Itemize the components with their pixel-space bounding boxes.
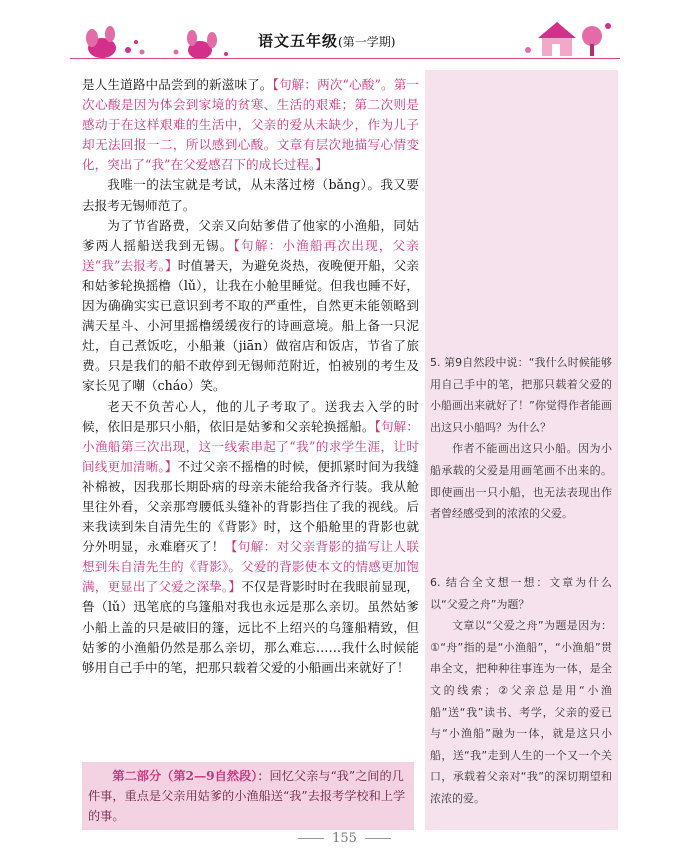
sentence-annotation: 【句解：小渔船再次出现，父亲送“我”去报考。】 — [82, 237, 420, 273]
question-text: 5. 第9自然段中说：“我什么时候能够用自己手中的笔，把那只载着父爱的小船画出来就好了！”你觉得作者能画出这只小船吗？为什么？ — [430, 356, 612, 434]
summary-text: 回忆父亲与“我”之间的几件事，重点是父亲用姑爹的小渔船送“我”去报考学校和上学的事。 — [88, 769, 406, 823]
paragraph: 老天不负苦心人，他的儿子考取了。送我去入学的时候，依旧是那只小船，依旧是姑爹和父亲轮换摇船。【句解：小渔船第三次出现，这一线索串起了“我”的求学生涯，让时间线更加清晰。】不过父亲不摇橹的时候，便抓紧时间为我缝补棉被，因我那长期卧病的母亲未能给我备齐行装。我从舱里往外看，父亲那弯腰低头缝补的背影挡住了我的视线。后来我读到朱自清先生的《背影》时，这个船舱里的背影也就分外明显，永难磨灭了！【句解：对父亲背影的描写让人联想到朱自清先生的《背影》。父爱的背影使本文的情感更加饱满，更显出了父爱之深挚。】不仅是背影时时在我眼前显现，鲁（lǔ）迅笔底的乌篷船对我也永远是那么亲切。虽然姑爹小船上盖的只是破旧的篷，远比不上绍兴的乌篷船精致，但姑爹的小渔船仍然是那么亲切，那么难忘……我什么时候能够用自己手中的笔，把那只载着父爱的小船画出来就好了！ — [82, 398, 420, 675]
paragraph: 我唯一的法宝就是考试，从未落过榜（bǎng）。我又要去报考无锡师范了。 — [82, 177, 419, 213]
paragraph: 为了节省路费，父亲又向姑爹借了他家的小渔船，同姑爹两人摇船送我到无锡。【句解：小渔船再次出现，父亲送“我”去报考。】时值暑天，为避免炎热，夜晚便开船，父亲和姑爹轮换摇橹（lǔ），让我在小舱里睡觉。但我也睡不好，因为确确实实已意识到考不取的严重性，自然更未能领略到满天星斗、小河里摇橹缓缓夜行的诗画意境。船上备一只泥灶，自己煮饭吃，小船兼（jiān）做宿店和饭店，节省了旅费。只是我们的船不敢停到无锡师范附近，怕被别的考生及家长见了嘲（cháo）笑。 — [82, 217, 420, 394]
sentence-annotation: 【句解：两次“心酸”。第一次心酸是因为体会到家境的贫寒、生活的艰难；第二次则是感动于在这样艰难的生活中，父亲的爱从未缺少，作为儿子却无法回报一二，所以感到心酸。文章有层次地描写心情变化，突出了“我”在父爱感召下的成长过程。】 — [82, 77, 420, 173]
paragraph: 是人生道路中品尝到的新滋味了。【句解：两次“心酸”。第一次心酸是因为体会到家境的贫寒、生活的艰难；第二次则是感动于在这样艰难的生活中，父亲的爱从未缺少，作为儿子却无法回报一二，所以感到心酸。文章有层次地描写心情变化，突出了“我”在父爱感召下的成长过程。】 — [82, 77, 420, 173]
question-5 — [430, 352, 612, 525]
header-rule — [70, 58, 620, 59]
page-number: 155 — [0, 831, 689, 846]
section-summary — [82, 762, 414, 830]
sentence-annotation: 【句解：小渔船第三次出现，这一线索串起了“我”的求学生涯，让时间线更加清晰。】 — [82, 418, 419, 474]
question-6 — [430, 572, 612, 810]
answer-text: 作者不能画出这只小船。因为小船承载的父爱是用画笔画不出来的。即使画出一只小船，也无法表现出作者曾经感受到的浓浓的父爱。 — [430, 442, 612, 521]
answer-text: 文章以“父爱之舟”为题是因为：①“舟”指的是“小渔船”，“小渔船”贯串全文，把种种往事连为一体，是全文的线索；②父亲总是用“小渔船”送“我”读书、考学，父亲的爱已与“小渔船”融为一体，就是这只小船，送“我”走到人生的一个又一个关口，承载着父亲对“我”的深切期望和浓浓的爱。 — [430, 619, 612, 805]
book-title: 语文五年级(第一学期) — [258, 32, 396, 50]
summary-heading: 第二部分（第2—9自然段）： — [112, 769, 270, 783]
page-header — [0, 0, 689, 68]
house-tree-decoration-icon — [520, 14, 620, 60]
sentence-annotation: 【句解：对父亲背影的描写让人联想到朱自清先生的《背影》。父爱的背影使本文的情感更加饱满，更显出了父爱之深挚。】 — [82, 539, 420, 595]
question-text: 6. 结合全文想一想：文章为什么以“父爱之舟”为题？ — [430, 576, 612, 611]
main-text — [82, 75, 419, 678]
